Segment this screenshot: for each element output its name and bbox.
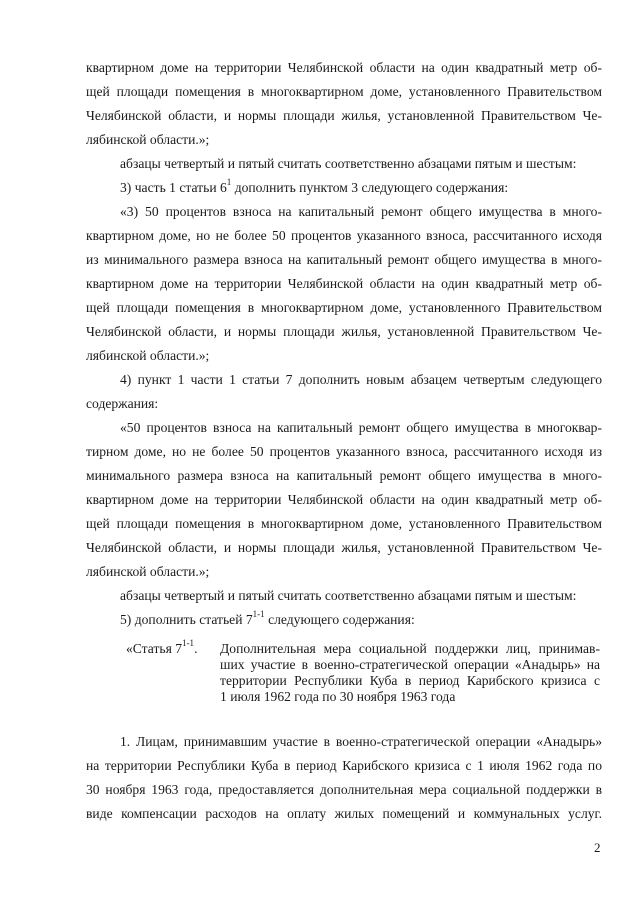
text-line: лябинской области.»;: [86, 132, 210, 147]
text-line: щей площади помещения в многоквартирном доме, установленного Правительством: [86, 84, 602, 99]
article-title-line: Дополнительная мера социальной поддержки лиц, принимав-: [220, 641, 600, 656]
text-line: абзацы четвертый и пятый считать соответственно абзацами пятым и шестым:: [120, 588, 577, 603]
text-line: лябинской области.»;: [86, 348, 210, 363]
article-title-line: ших участие в военно-стратегической операции «Анадырь» на: [220, 657, 600, 672]
text-line: щей площади помещения в многоквартирном доме, установленного Правительством: [86, 516, 602, 531]
amendment-item-5: [120, 609, 602, 628]
text-line: «50 процентов взноса на капитальный ремонт общего имущества в многоквар-: [120, 420, 602, 435]
article-label-sup: 1-1: [182, 638, 195, 649]
text-line: «3) 50 процентов взноса на капитальный ремонт общего имущества в много-: [120, 204, 602, 219]
article-title-line: 1 июля 1962 года по 30 ноября 1963 года: [220, 689, 456, 704]
article-label: [126, 638, 198, 657]
article-label-tail: .: [194, 641, 198, 656]
text-line: квартирном доме на территории Челябинской области на один квадратный метр об-: [86, 60, 602, 75]
text-line: 4) пункт 1 части 1 статьи 7 дополнить новым абзацем четвертым следующего: [120, 372, 602, 387]
text-line: квартирном доме, но не более 50 процентов указанного взноса, рассчитанного исходя: [86, 228, 602, 243]
article-label-text: «Статья 7: [126, 641, 183, 656]
text-line: на территории Республики Куба в период Карибского кризиса с 1 июля 1962 года по: [86, 758, 602, 773]
page-number: 2: [594, 840, 601, 855]
superscript: 1: [226, 177, 232, 188]
amendment-item-3: [120, 177, 602, 196]
amendment-text: 5) дополнить статьей 7: [120, 612, 253, 627]
text-line: 1. Лицам, принимавшим участие в военно-стратегической операции «Анадырь»: [120, 734, 602, 749]
text-line: щей площади помещения в многоквартирном доме, установленного Правительством: [86, 300, 602, 315]
text-line: виде компенсации расходов на оплату жилых помещений и коммунальных услуг.: [86, 806, 602, 821]
text-line: Челябинской области, и нормы площади жилья, установленной Правительством Че-: [86, 540, 602, 555]
amendment-text-tail: дополнить пунктом 3 следующего содержания:: [231, 180, 509, 195]
text-line: 30 ноября 1963 года, предоставляется дополнительная мера социальной поддержки в: [86, 782, 602, 797]
text-line: Челябинской области, и нормы площади жилья, установленной Правительством Че-: [86, 324, 602, 339]
article-title-line: территории Республики Куба в период Карибского кризиса с: [220, 673, 600, 688]
text-line: квартирном доме на территории Челябинской области на один квадратный метр об-: [86, 492, 602, 507]
text-line: квартирном доме на территории Челябинской области на один квадратный метр об-: [86, 276, 602, 291]
text-line: содержания:: [86, 396, 159, 411]
superscript: 1-1: [252, 609, 265, 620]
text-line: минимального размера взноса на капитальный ремонт общего имущества в много-: [86, 468, 602, 483]
article-title: [220, 641, 600, 705]
amendment-text-tail: следующего содержания:: [264, 612, 415, 627]
text-line: лябинской области.»;: [86, 564, 210, 579]
text-line: Челябинской области, и нормы площади жилья, установленной Правительством Че-: [86, 108, 602, 123]
text-line: тирном доме, но не более 50 процентов указанного взноса, рассчитанного исходя из: [86, 444, 602, 459]
amendment-text: 3) часть 1 статьи 6: [120, 180, 227, 195]
text-line: из минимального размера взноса на капитальный ремонт общего имущества в много-: [86, 252, 602, 267]
text-line: абзацы четвертый и пятый считать соответственно абзацами пятым и шестым:: [120, 156, 577, 171]
